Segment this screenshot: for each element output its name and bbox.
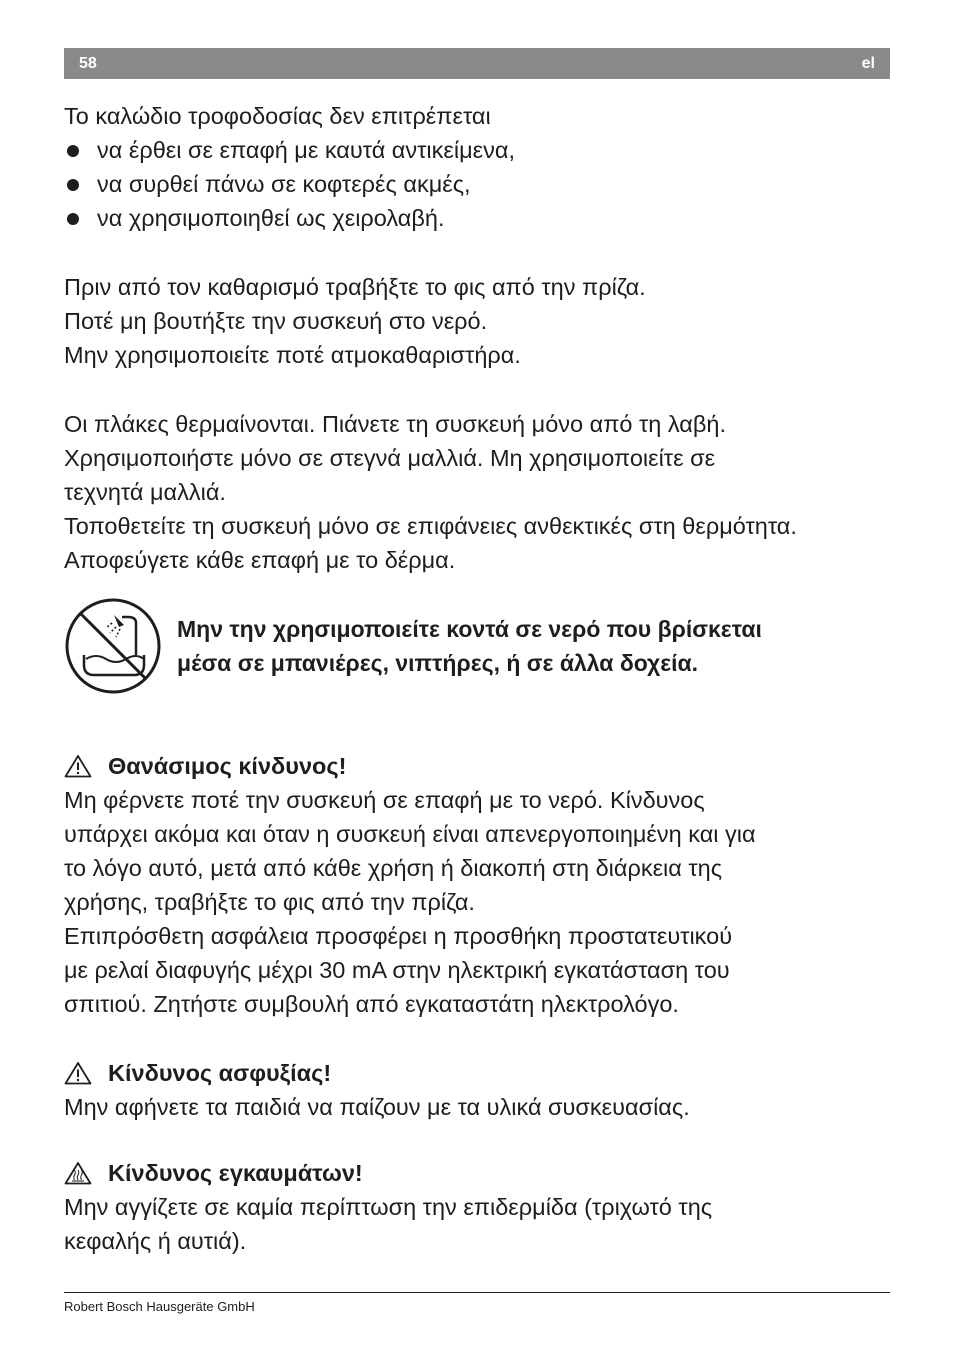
warning-title: Κίνδυνος ασφυξίας! — [64, 1056, 894, 1090]
text-line: Αποφεύγετε κάθε επαφή με το δέρμα. — [64, 547, 456, 573]
bullet-icon — [67, 179, 79, 191]
text-line: χρήσης, τραβήξτε το φις από την πρίζα. — [64, 889, 475, 915]
bullet-icon — [67, 213, 79, 225]
text-line: Μη φέρνετε ποτέ την συσκευή σε επαφή με το νερό. Κίνδυνος — [64, 787, 705, 813]
cord-intro: Το καλώδιο τροφοδοσίας δεν επιτρέπεται — [64, 103, 491, 129]
footer-divider — [64, 1292, 890, 1293]
bullet-icon — [67, 145, 79, 157]
plates-section — [64, 407, 894, 577]
hot-surface-warning-icon — [64, 1161, 92, 1185]
text-line: Επιπρόσθετη ασφάλεια προσφέρει η προσθήκη προστατευτικού — [64, 923, 733, 949]
text-line: Μην αφήνετε τα παιδιά να παίζουν με τα υλικά συσκευασίας. — [64, 1094, 690, 1120]
warning-triangle-icon — [64, 754, 92, 778]
list-item: να έρθει σε επαφή με καυτά αντικείμενα, — [64, 133, 894, 167]
no-bathtub-water-icon — [64, 597, 162, 695]
text-line: Οι πλάκες θερμαίνονται. Πιάνετε τη συσκευή μόνο από τη λαβή. — [64, 411, 726, 437]
text-line: υπάρχει ακόμα και όταν η συσκευή είναι απενεργοποιημένη και για — [64, 821, 756, 847]
text-line: Χρησιμοποιήστε μόνο σε στεγνά μαλλιά. Μη χρησιμοποιείτε σε — [64, 445, 716, 471]
text-line: μέσα σε μπανιέρες, νιπτήρες, ή σε άλλα δοχεία. — [177, 650, 699, 676]
text-line: κεφαλής ή αυτιά). — [64, 1228, 247, 1254]
warning-burns — [64, 1156, 894, 1258]
page-header-bar — [64, 48, 890, 79]
warning-suffocation — [64, 1056, 894, 1124]
language-code: el — [861, 55, 875, 72]
water-warning-text — [177, 612, 897, 680]
text-line: με ρελαί διαφυγής μέχρι 30 mA στην ηλεκτρική εγκατάσταση του — [64, 957, 730, 983]
text-line: σπιτιού. Ζητήστε συμβουλή από εγκαταστάτη ηλεκτρολόγο. — [64, 991, 679, 1017]
cord-section — [64, 99, 894, 235]
list-item: να χρησιμοποιηθεί ως χειρολαβή. — [64, 201, 894, 235]
page-number: 58 — [79, 55, 97, 72]
text-line: τεχνητά μαλλιά. — [64, 479, 226, 505]
text-line: Μην την χρησιμοποιείτε κοντά σε νερό που βρίσκεται — [177, 616, 762, 642]
list-item: να συρθεί πάνω σε κοφτερές ακμές, — [64, 167, 894, 201]
text-line: Τοποθετείτε τη συσκευή μόνο σε επιφάνειες ανθεκτικές στη θερμότητα. — [64, 513, 797, 539]
footer-company: Robert Bosch Hausgeräte GmbH — [64, 1299, 255, 1314]
warning-triangle-icon — [64, 1061, 92, 1085]
text-line: το λόγο αυτό, μετά από κάθε χρήση ή διακοπή στη διάρκεια της — [64, 855, 723, 881]
cleaning-section — [64, 270, 894, 372]
warning-fatal — [64, 749, 894, 1021]
text-line: Μην αγγίζετε σε καμία περίπτωση την επιδερμίδα (τριχωτό της — [64, 1194, 713, 1220]
warning-title: Θανάσιμος κίνδυνος! — [64, 749, 894, 783]
text-line: Πριν από τον καθαρισμό τραβήξτε το φις από την πρίζα. — [64, 274, 646, 300]
warning-title: Κίνδυνος εγκαυμάτων! — [64, 1156, 894, 1190]
text-line: Ποτέ μη βουτήξτε την συσκευή στο νερό. — [64, 308, 488, 334]
text-line: Μην χρησιμοποιείτε ποτέ ατμοκαθαριστήρα. — [64, 342, 521, 368]
